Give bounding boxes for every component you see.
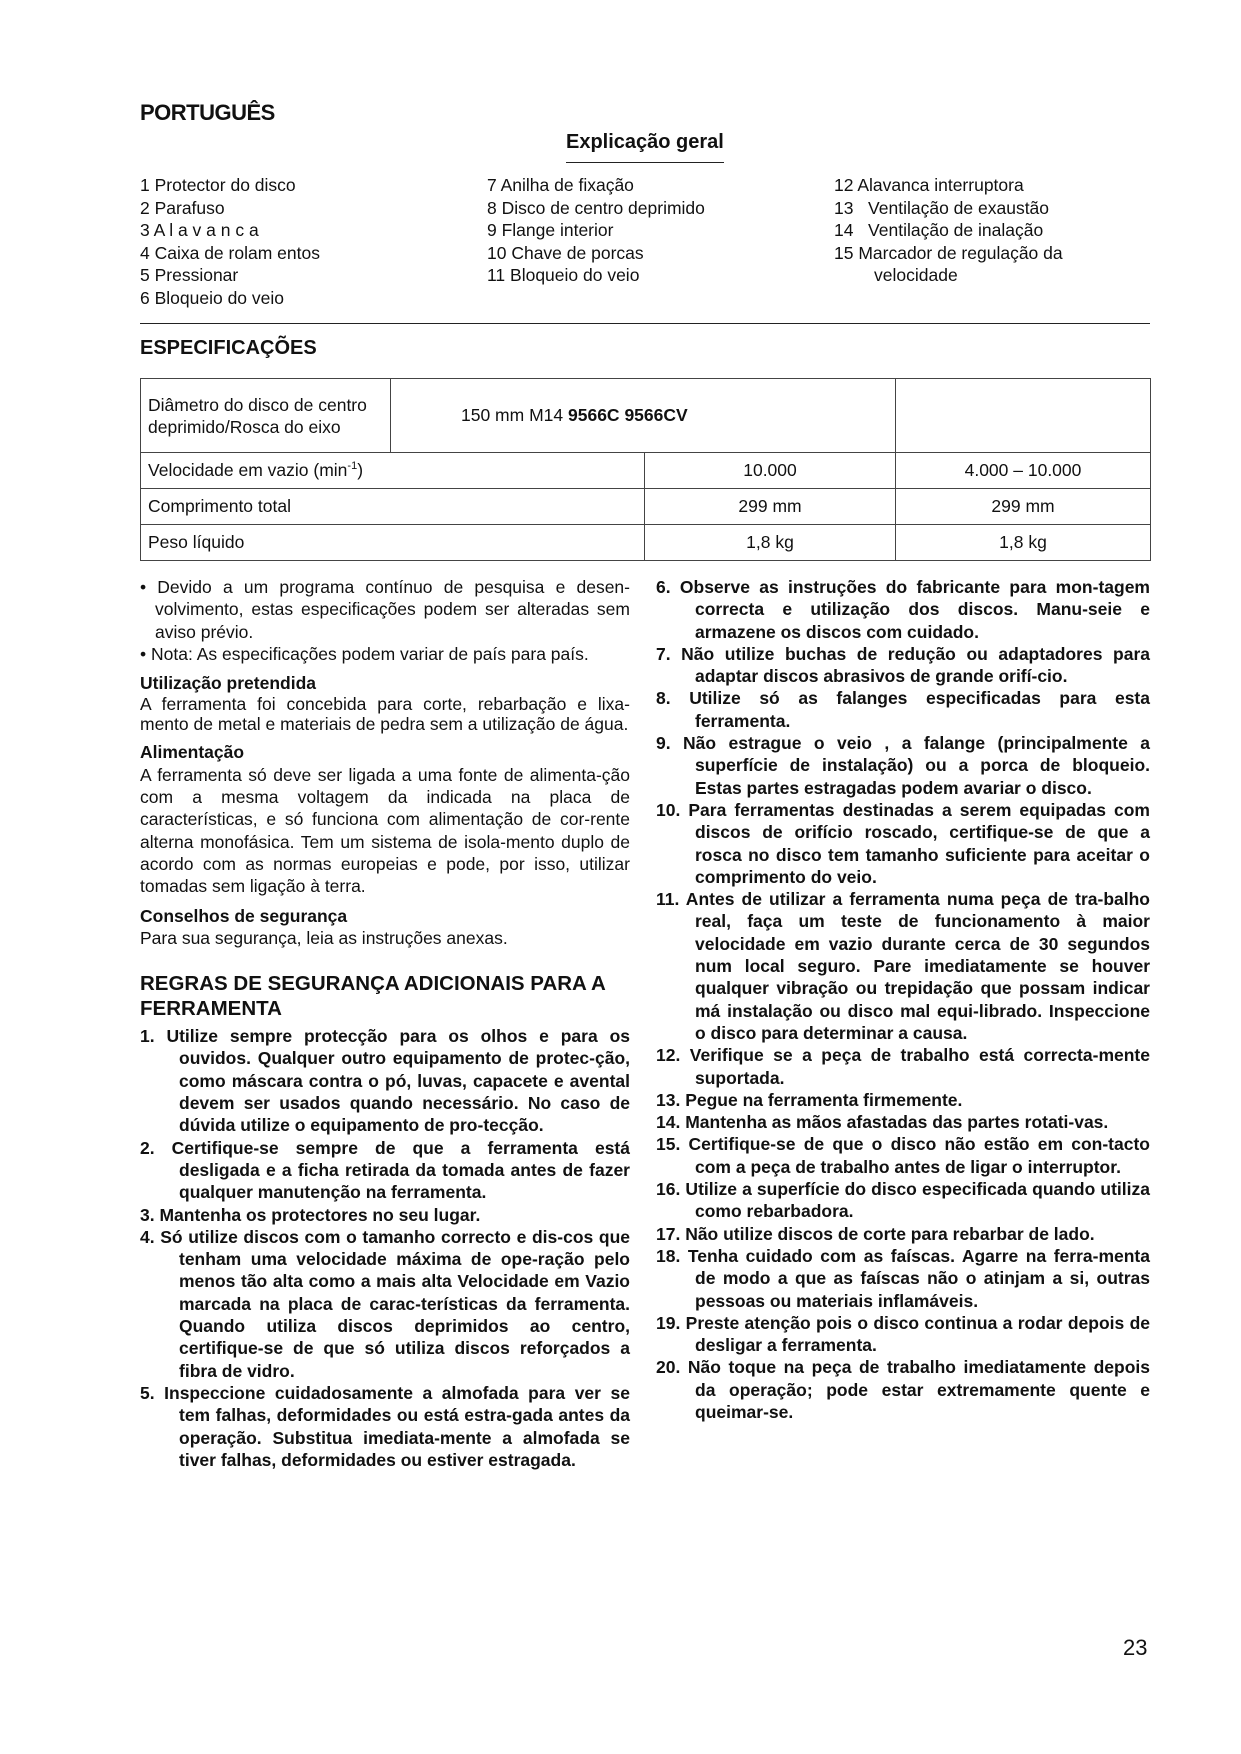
part-item: 15 Marcador de regulação da — [834, 242, 1063, 263]
power-supply-text: A ferramenta só deve ser ligada a uma fonte de alimenta-ção com a mesma voltagem da indicada na placa de características, e só funciona com alimentação de cor-rente alterna monofásica. Tem um sistema de isola-mento duplo de acordo com as normas europeias e pode, por isso, utilizar tomadas sem ligação à terra. — [140, 764, 630, 897]
additional-safety-rules-heading: REGRAS DE SEGURANÇA ADICIONAIS PARA A FERRAMENTA — [140, 972, 606, 1021]
model-9566c: 9566C — [568, 405, 620, 425]
safety-tips-text: Para sua segurança, leia as instruções anexas. — [140, 927, 508, 948]
note-bullet: • Devido a um programa contínuo de pesquisa e desen-volvimento, estas especificações podem ser alteradas sem aviso prévio. — [140, 577, 630, 642]
safety-rule-item: 2. Certifique-se sempre de que a ferramenta está desligada e a ficha retirada da tomada antes de fazer qualquer manutenção na ferramenta. — [140, 1137, 630, 1203]
page-language-heading: PORTUGUÊS — [140, 100, 275, 125]
length-9566cv: 299 mm — [896, 489, 1151, 525]
safety-rule-item: 10. Para ferramentas destinadas a serem equipadas com discos de orifício roscado, certifique-se de que a rosca no disco tem tamanho suficiente para aceitar o comprimento do veio. — [656, 799, 1150, 887]
safety-rule-item: 20. Não toque na peça de trabalho imediatamente depois da operação; pode estar extremamente quente e queimar-se. — [656, 1357, 1150, 1422]
part-item: 8 Disco de centro deprimido — [487, 197, 705, 218]
speed-9566c: 10.000 — [645, 453, 896, 489]
part-item: 6 Bloqueio do veio — [140, 287, 284, 308]
part-item: velocidade — [874, 265, 958, 285]
safety-rule-item: 11. Antes de utilizar a ferramenta numa peça de tra-balho real, faça um teste de funcionamento à maior velocidade em vazio durante cerca de 30 segundos num local seguro. Pare imediatamente se houver qualquer vibração ou trepidação que possam indicar má instalação ou disco mal equi-librado. Inspeccione o disco para determinar a causa. — [656, 889, 1150, 1043]
part-item: 2 Parafuso — [140, 197, 225, 218]
power-supply-title: Alimentação — [140, 742, 245, 763]
speed-9566cv: 4.000 – 10.000 — [896, 453, 1151, 489]
safety-rule-item: 19. Preste atenção pois o disco continua a rodar depois de desligar a ferramenta. — [656, 1312, 1150, 1356]
safety-rule-item: 9. Não estrague o veio , a falange (principalmente a superfície de instalação) ou a porca de bloqueio. Estas partes estragadas podem avariar o disco. — [656, 733, 1150, 798]
part-item: 11 Bloqueio do veio — [487, 265, 640, 285]
part-item: 13 Ventilação de exaustão — [834, 197, 1050, 218]
diameter-value: 150 mm M14 — [461, 405, 564, 425]
part-item: 12 Alavanca interruptora — [834, 175, 1024, 195]
diameter-value-cell — [391, 379, 896, 453]
safety-rule-item: 8. Utilize só as falanges especificadas para esta ferramenta. — [656, 688, 1150, 731]
part-item: 3 A l a v a n c a — [140, 220, 259, 240]
note-bullet: • Nota: As especificações podem variar de país para país. — [140, 643, 589, 664]
safety-rule-item: 7. Não utilize buchas de redução ou adaptadores para adaptar discos abrasivos de grande orifí-cio. — [656, 643, 1150, 687]
page-number: 23 — [1123, 1635, 1148, 1660]
safety-rule-item: 18. Tenha cuidado com as faíscas. Agarre na ferra-menta de modo a que as faíscas não o atinjam a si, outras pessoas ou materiais inflamáveis. — [656, 1245, 1150, 1311]
weight-label: Peso líquido — [141, 525, 645, 561]
parts-list-col3 — [834, 174, 1063, 287]
safety-rule-item: 17. Não utilize discos de corte para rebarbar de lado. — [656, 1223, 1095, 1244]
length-label: Comprimento total — [141, 489, 645, 525]
table-row — [141, 489, 1151, 525]
diameter-label: Diâmetro do disco de centro deprimido/Rosca do eixo — [141, 379, 391, 453]
intended-use-title: Utilização pretendida — [140, 673, 317, 694]
safety-rule-item: 3. Mantenha os protectores no seu lugar. — [140, 1204, 481, 1225]
speed-label: Velocidade em vazio $(\min^{-1})$ — [141, 453, 645, 489]
empty-cell — [896, 379, 1151, 453]
parts-list-col2 — [487, 174, 705, 287]
safety-rule-item: 5. Inspeccione cuidadosamente a almofada para ver se tem falhas, deformidades ou está estra-gada antes da operação. Substitua imediata-mente a almofada se tiver falhas, deformidades ou estiver estragada. — [140, 1382, 630, 1470]
horizontal-divider — [140, 323, 1150, 324]
part-item: 10 Chave de porcas — [487, 242, 644, 263]
model-9566cv: 9566CV — [624, 405, 688, 425]
specifications-heading: ESPECIFICAÇÕES — [140, 337, 317, 359]
intended-use-text: A ferramenta foi concebida para corte, rebarbação e lixa-mento de metal e materiais de pedra sem a utilização de água. — [140, 694, 630, 735]
part-item: 7 Anilha de fixação — [487, 175, 634, 195]
table-row — [141, 379, 1151, 453]
part-item: 4 Caixa de rolam entos — [140, 242, 320, 263]
table-row — [141, 453, 1151, 489]
weight-9566cv: 1,8 kg — [896, 525, 1151, 561]
part-item: 1 Protector do disco — [140, 175, 296, 195]
table-row — [141, 525, 1151, 561]
safety-rule-item: 15. Certifique-se de que o disco não estão em con-tacto com a peça de trabalho antes de ligar o interruptor. — [656, 1134, 1150, 1177]
safety-rule-item: 4. Só utilize discos com o tamanho correcto e dis-cos que tenham uma velocidade máxima de ope-ração pelo menos tão alta como a mais alta Velocidade em Vazio marcada na placa de carac-terísticas da ferramenta. Quando utiliza discos deprimidos ao centro, certifique-se de que só utiliza discos reforçados a fibra de vidro. — [140, 1226, 630, 1381]
safety-rule-item: 16. Utilize a superfície do disco especificada quando utiliza como rebarbadora. — [656, 1179, 1150, 1222]
parts-list-col1 — [140, 174, 320, 309]
length-9566c: 299 mm — [645, 489, 896, 525]
safety-rule-item: 14. Mantenha as mãos afastadas das partes rotati-vas. — [656, 1112, 1109, 1133]
part-item: 9 Flange interior — [487, 220, 614, 240]
safety-tips-title: Conselhos de segurança — [140, 905, 348, 926]
section-title: Explicação geral — [566, 131, 724, 163]
specifications-table — [140, 378, 1151, 561]
right-column — [656, 576, 1150, 1423]
weight-9566c: 1,8 kg — [645, 525, 896, 561]
part-item: 5 Pressionar — [140, 265, 239, 285]
safety-rule-item: 1. Utilize sempre protecção para os olhos e para os ouvidos. Qualquer outro equipamento de protec-ção, como máscara contra o pó, luvas, capacete e avental devem ser usados quando necessário. No caso de dúvida utilize o equipamento de pro-tecção. — [140, 1026, 630, 1136]
left-column — [140, 576, 630, 1471]
safety-rule-item: 13. Pegue na ferramenta firmemente. — [656, 1089, 963, 1110]
safety-rule-item: 6. Observe as instruções do fabricante para mon-tagem correcta e utilização dos discos. Manu-seie e armazene os discos com cuidado. — [656, 577, 1150, 642]
safety-rule-item: 12. Verifique se a peça de trabalho está correcta-mente suportada. — [656, 1045, 1150, 1088]
part-item: 14 Ventilação de inalação — [834, 220, 1044, 240]
